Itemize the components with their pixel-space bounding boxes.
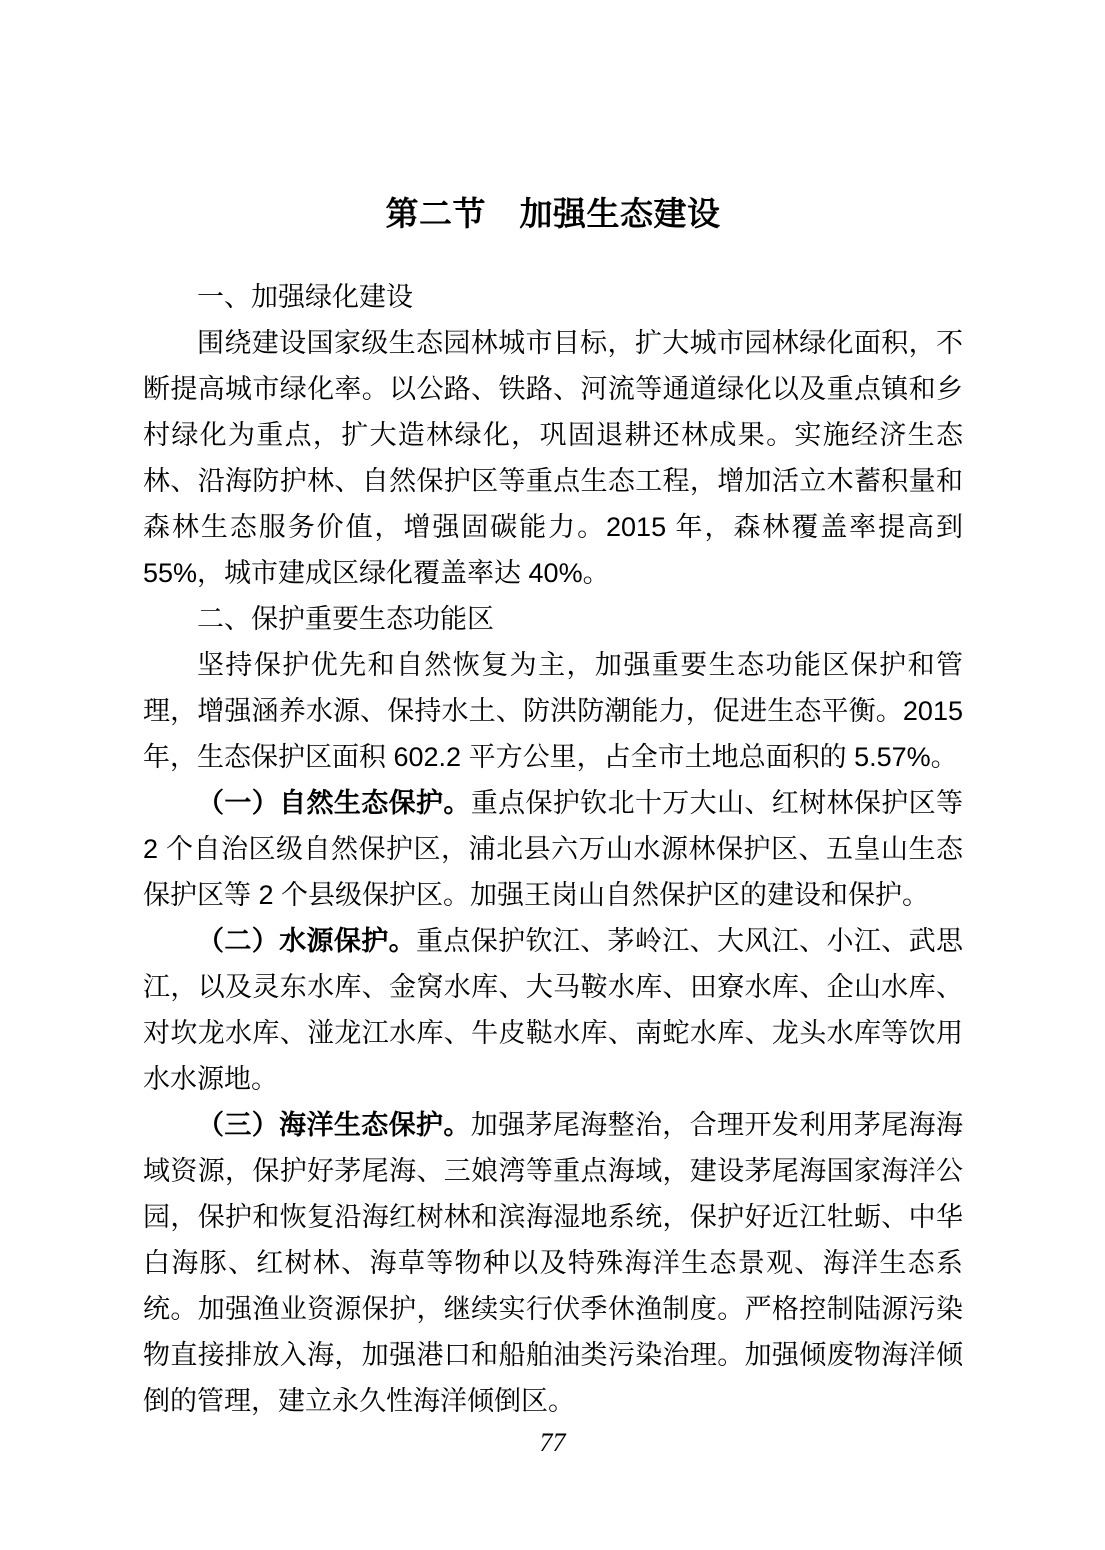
paragraph-text-water-source-protection: 重点保护钦江、茅岭江、大风江、小江、武思江，以及灵东水库、金窝水库、大马鞍水库、田寮水库、企山水库、对坎龙水库、湴龙江水库、牛皮鞑水库、南蛇水库、龙头水库等饮用水水源地。 [143, 926, 964, 1094]
paragraph-label-marine-eco-protection: （三）海洋生态保护。 [197, 1110, 471, 1140]
paragraph-label-water-source-protection: （二）水源保护。 [197, 926, 416, 956]
paragraph-marine-eco-protection [143, 1102, 963, 1424]
subsection-heading-greening: 一、加强绿化建设 [197, 282, 413, 312]
subsection-heading-eco-function-zones: 二、保护重要生态功能区 [197, 604, 494, 634]
paragraph-eco-function-zones: 坚持保护优先和自然恢复为主，加强重要生态功能区保护和管理，增强涵养水源、保持水土、防洪防潮能力，促进生态平衡。2015 年，生态保护区面积 602.2 平方公里，占全市土地总面积的 5.57%。 [143, 650, 963, 772]
document-content [143, 191, 963, 1424]
paragraph-greening-construction: 围绕建设国家级生态园林城市目标，扩大城市园林绿化面积，不断提高城市绿化率。以公路、铁路、河流等通道绿化以及重点镇和乡村绿化为重点，扩大造林绿化，巩固退耕还林成果。实施经济生态林、沿海防护林、自然保护区等重点生态工程，增加活立木蓄积量和森林生态服务价值，增强固碳能力。2015 年，森林覆盖率提高到 55%，城市建成区绿化覆盖率达 40%。 [143, 328, 963, 588]
paragraph-text-marine-eco-protection: 加强茅尾海整治，合理开发利用茅尾海海域资源，保护好茅尾海、三娘湾等重点海域，建设茅尾海国家海洋公园，保护和恢复沿海红树林和滨海湿地系统，保护好近江牡蛎、中华白海豚、红树林、海草等物种以及特殊海洋生态景观、海洋生态系统。加强渔业资源保护，继续实行伏季休渔制度。严格控制陆源污染物直接排放入海，加强港口和船舶油类污染治理。加强倾废物海洋倾倒的管理，建立永久性海洋倾倒区。 [143, 1110, 964, 1416]
paragraph-label-natural-eco-protection: （一）自然生态保护。 [197, 788, 471, 818]
paragraph-water-source-protection [143, 918, 963, 1102]
paragraph-natural-eco-protection [143, 780, 963, 918]
section-title: 第二节 加强生态建设 [385, 195, 721, 232]
page-number: 77 [539, 1428, 566, 1457]
paragraph-text-natural-eco-protection: 重点保护钦北十万大山、红树林保护区等 2 个自治区级自然保护区，浦北县六万山水源林保护区、五皇山生态保护区等 2 个县级保护区。加强王岗山自然保护区的建设和保护。 [143, 788, 964, 910]
